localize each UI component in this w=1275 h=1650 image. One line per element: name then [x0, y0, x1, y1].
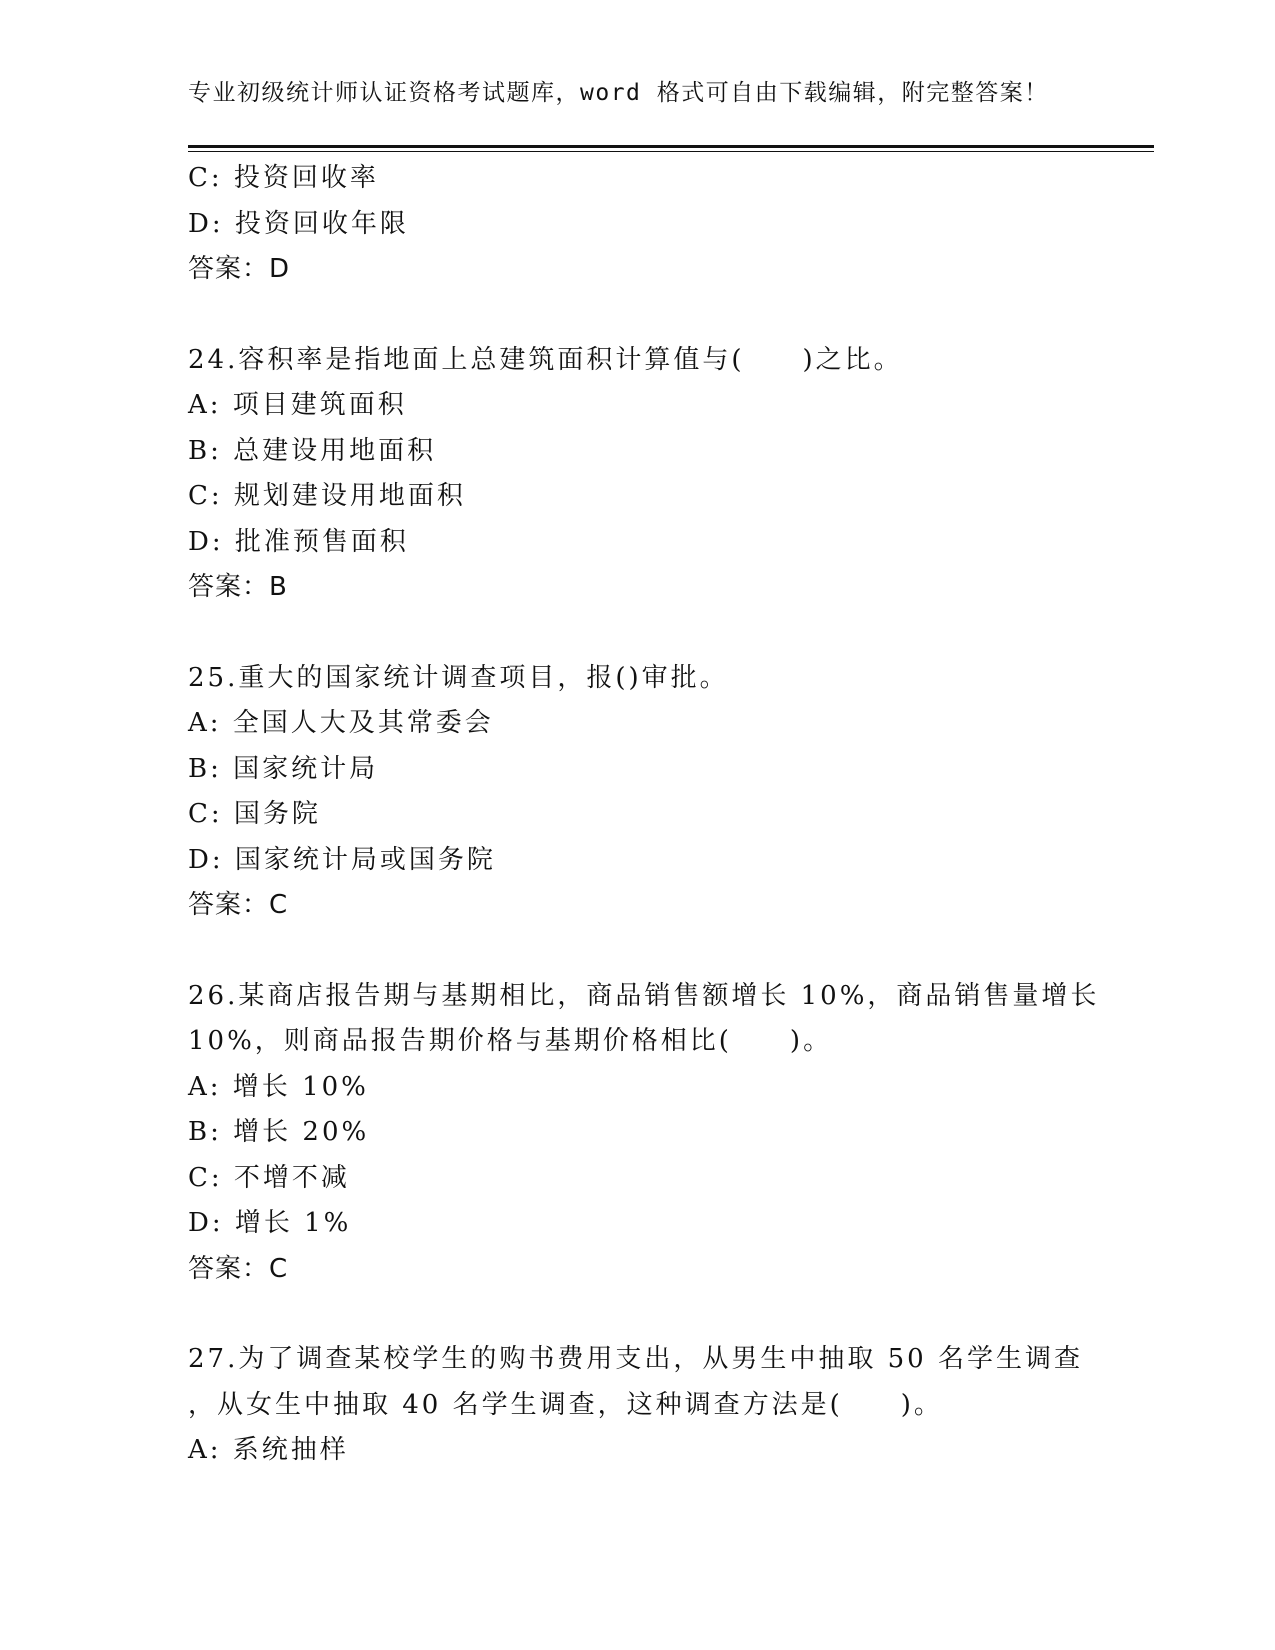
- answer-text: 答案：B: [188, 572, 288, 602]
- option-text: C: 国务院: [188, 799, 321, 829]
- question-text: 27.为了调查某校学生的购书费用支出，从男生中抽取 50 名学生调查: [188, 1344, 1083, 1374]
- option-text: B: 国家统计局: [188, 753, 379, 784]
- header-rule-thick: [188, 145, 1154, 148]
- option-text: C: 规划建设用地面积: [188, 481, 466, 511]
- paragraph-gap: [188, 929, 1088, 974]
- option-text: D: 增长 1%: [188, 1208, 352, 1238]
- option-text: A: 项目建筑面积: [188, 390, 407, 420]
- option-text: C: 不增不减: [188, 1162, 350, 1193]
- option-text: A: 系统抽样: [188, 1435, 349, 1465]
- option-text: B: 增长 20%: [188, 1117, 370, 1147]
- paragraph-gap: [188, 611, 1088, 656]
- question-text: 25.重大的国家统计调查项目，报()审批。: [188, 662, 729, 693]
- paragraph-gap: [188, 293, 1088, 338]
- page-header: 专业初级统计师认证资格考试题库，word 格式可自由下载编辑，附完整答案！: [188, 80, 1049, 106]
- option-text: C: 投资回收率: [188, 163, 379, 193]
- option-text: D: 国家统计局或国务院: [188, 844, 496, 875]
- answer-text: 答案：D: [188, 254, 291, 284]
- question-text: 24.容积率是指地面上总建筑面积计算值与( )之比。: [188, 344, 903, 375]
- question-text: 10%，则商品报告期价格与基期价格相比( )。: [188, 1026, 833, 1056]
- question-text: ，从女生中抽取 40 名学生调查，这种调查方法是( )。: [188, 1389, 943, 1420]
- option-text: A: 全国人大及其常委会: [188, 708, 494, 738]
- document-body: [188, 156, 1100, 1474]
- option-text: D: 投资回收年限: [188, 208, 409, 239]
- answer-text: 答案：C: [188, 890, 289, 920]
- option-text: D: 批准预售面积: [188, 526, 409, 557]
- question-text: 26.某商店报告期与基期相比，商品销售额增长 10%，商品销售量增长: [188, 980, 1100, 1011]
- option-text: A: 增长 10%: [188, 1071, 369, 1102]
- header-rule-thin: [188, 151, 1154, 152]
- answer-text: 答案：C: [188, 1253, 289, 1284]
- option-text: B: 总建设用地面积: [188, 435, 437, 466]
- paragraph-gap: [188, 1292, 1088, 1337]
